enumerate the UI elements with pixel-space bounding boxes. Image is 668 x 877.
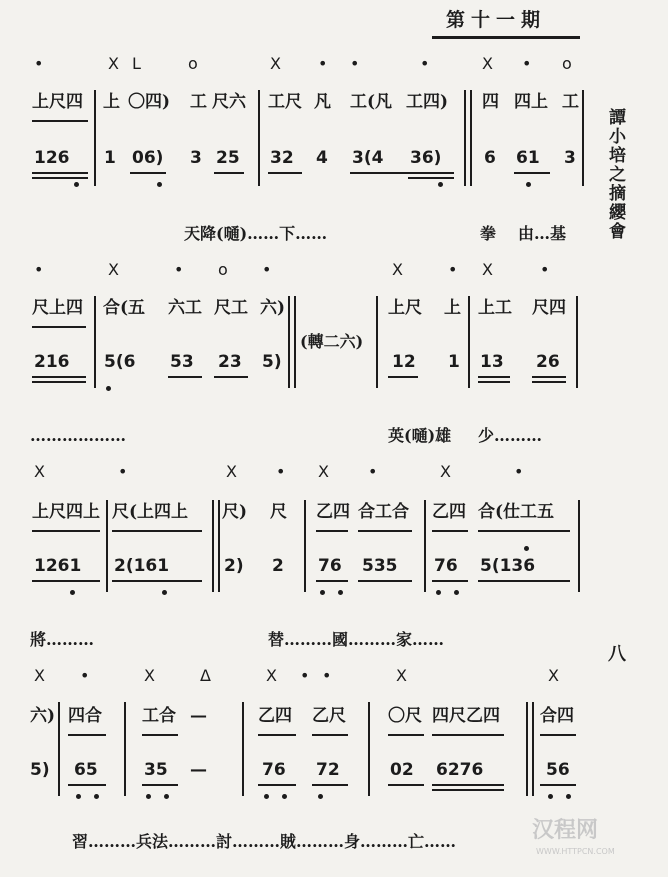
barline (94, 90, 96, 186)
numbered-note: 26 (536, 352, 560, 372)
gongche-note: 尺工 (214, 298, 248, 318)
numbered-note: 53 (170, 352, 194, 372)
underline (142, 734, 178, 736)
beat-mark: • (318, 54, 328, 73)
underline (312, 734, 348, 736)
octave-dot (264, 794, 269, 799)
issue-header: 第十一期 (446, 9, 547, 31)
underline (432, 784, 504, 786)
barline (464, 90, 466, 186)
underline (316, 530, 348, 532)
barline (576, 296, 578, 388)
gongche-note: 四上 (514, 92, 548, 112)
numbered-note: 23 (218, 352, 242, 372)
numbered-note: 76 (434, 556, 458, 576)
numbered-note: 1261 (34, 556, 82, 576)
gongche-note: 合四 (540, 706, 574, 726)
octave-dot (76, 794, 81, 799)
underline (432, 530, 468, 532)
octave-dot (94, 794, 99, 799)
octave-dot (566, 794, 571, 799)
beat-mark: • (514, 462, 524, 481)
underline (540, 784, 576, 786)
underline (316, 580, 348, 582)
barline (424, 500, 426, 592)
numbered-note: 1 (104, 148, 116, 168)
beat-mark: • (118, 462, 128, 481)
beat-mark: • (420, 54, 430, 73)
underline (32, 530, 100, 532)
underline (478, 376, 510, 378)
underline (142, 784, 178, 786)
modulation-note: (轉二六) (300, 332, 364, 351)
numbered-note: 76 (318, 556, 342, 576)
beat-mark: • (522, 54, 532, 73)
barline (58, 702, 60, 796)
lyric-text: 由…基 (518, 224, 567, 243)
gongche-note: 尺六 (212, 92, 246, 112)
gongche-note: 合(五 (103, 298, 146, 318)
numbered-note: 56 (546, 760, 570, 780)
gongche-note: 尺上四 (32, 298, 83, 318)
beat-mark: • (448, 260, 458, 279)
beat-mark: X (318, 462, 329, 481)
underline (432, 580, 468, 582)
beat-mark: X (108, 54, 119, 73)
underline (32, 326, 86, 328)
lyric-text: 天降(嗵)……下…… (184, 224, 328, 243)
lyric-text: ……………… (30, 426, 126, 445)
numbered-note: 6 (484, 148, 496, 168)
underline (408, 177, 454, 179)
numbered-note: 61 (516, 148, 540, 168)
underline (514, 172, 550, 174)
gongche-note: 工尺 (268, 92, 302, 112)
gongche-note: 合(仕工五 (478, 502, 555, 522)
underline (32, 177, 88, 179)
underline (532, 381, 566, 383)
octave-dot (106, 386, 111, 391)
beat-mark: X (392, 260, 403, 279)
underline (32, 172, 88, 174)
underline (388, 376, 418, 378)
beat-mark: X (144, 666, 155, 685)
octave-dot (338, 590, 343, 595)
watermark-logo: 汉程网 (532, 818, 599, 843)
gongche-note: 六) (260, 298, 286, 318)
octave-dot (282, 794, 287, 799)
numbered-note: 3 (190, 148, 202, 168)
underline (258, 734, 296, 736)
numbered-note: 76 (262, 760, 286, 780)
octave-dot (320, 590, 325, 595)
barline (304, 500, 306, 592)
numbered-note: 13 (480, 352, 504, 372)
numbered-note: 1 (448, 352, 460, 372)
beat-mark: X (482, 260, 493, 279)
gongche-note: 六) (30, 706, 56, 726)
numbered-note: 02 (390, 760, 414, 780)
underline (214, 172, 244, 174)
underline (532, 376, 566, 378)
barline (258, 90, 260, 186)
barline (106, 500, 108, 592)
barline (470, 90, 472, 186)
gongche-note: 〇四) (128, 92, 171, 112)
underline (312, 784, 348, 786)
numbered-note: 216 (34, 352, 70, 372)
numbered-note: 06) (132, 148, 164, 168)
beat-mark: • (34, 54, 44, 73)
barline (294, 296, 296, 388)
octave-dot (70, 590, 75, 595)
numbered-note: 2(161 (114, 556, 170, 576)
gongche-note: 尺 (270, 502, 287, 522)
beat-mark: • (350, 54, 360, 73)
beat-mark: • (262, 260, 272, 279)
numbered-note: 5(136 (480, 556, 536, 576)
beat-mark: X (266, 666, 277, 685)
barline (532, 702, 534, 796)
beat-mark: • (174, 260, 184, 279)
gongche-note: 合工合 (358, 502, 409, 522)
numbered-note: 4 (316, 148, 328, 168)
beat-mark: X (440, 462, 451, 481)
beat-mark: o (218, 260, 228, 279)
underline (112, 530, 202, 532)
gongche-note: 上 (103, 92, 120, 112)
underline (432, 789, 504, 791)
barline (368, 702, 370, 796)
barline (526, 702, 528, 796)
underline (68, 784, 106, 786)
beat-mark: Δ (200, 666, 211, 685)
underline (268, 172, 302, 174)
lyric-text: 將……… (30, 630, 95, 649)
gongche-note: 上 (444, 298, 461, 318)
underline (32, 120, 88, 122)
octave-dot (524, 546, 529, 551)
beat-mark: X (396, 666, 407, 685)
numbered-note: 36) (410, 148, 442, 168)
gongche-note: 乙四 (258, 706, 292, 726)
beat-mark: • (540, 260, 550, 279)
beat-mark: • (300, 666, 310, 685)
barline (578, 500, 580, 592)
numbered-note: 12 (392, 352, 416, 372)
underline (68, 734, 106, 736)
underline (432, 734, 504, 736)
numbered-note: 3(4 (352, 148, 384, 168)
beat-mark: • (276, 462, 286, 481)
numbered-note: 32 (270, 148, 294, 168)
page-number: 八 (608, 644, 626, 665)
side-title: 譚小培之摘纓會 (605, 108, 625, 241)
gongche-note: 工合 (142, 706, 176, 726)
barline (288, 296, 290, 388)
beat-mark: • (80, 666, 90, 685)
octave-dot (164, 794, 169, 799)
gongche-note: 上尺四 (32, 92, 83, 112)
lyric-text: 習………兵法………討………賊………身………亡…… (72, 832, 457, 851)
numbered-note: 2 (272, 556, 284, 576)
numbered-note: 5) (30, 760, 50, 780)
numbered-note: 2) (224, 556, 244, 576)
underline (168, 376, 202, 378)
barline (212, 500, 214, 592)
lyric-text: 英(嗵)雄 (388, 426, 452, 445)
gongche-note: — (190, 706, 207, 726)
gongche-note: 尺(上四上 (112, 502, 189, 522)
underline (130, 172, 166, 174)
gongche-note: 四尺乙四 (432, 706, 500, 726)
beat-mark: • (34, 260, 44, 279)
numbered-note: 25 (216, 148, 240, 168)
gongche-note: 尺四 (532, 298, 566, 318)
underline (478, 580, 570, 582)
beat-mark: X (34, 462, 45, 481)
barline (242, 702, 244, 796)
gongche-note: 乙四 (432, 502, 466, 522)
numbered-note: — (190, 760, 207, 780)
underline (214, 376, 248, 378)
octave-dot (146, 794, 151, 799)
numbered-note: 126 (34, 148, 70, 168)
barline (582, 90, 584, 186)
beat-mark: X (108, 260, 119, 279)
numbered-note: 35 (144, 760, 168, 780)
octave-dot (526, 182, 531, 187)
numbered-note: 535 (362, 556, 398, 576)
underline (388, 784, 424, 786)
beat-mark: L (132, 54, 141, 73)
beat-mark: X (270, 54, 281, 73)
beat-mark: • (322, 666, 332, 685)
octave-dot (436, 590, 441, 595)
underline (388, 734, 424, 736)
octave-dot (454, 590, 459, 595)
underline (478, 530, 570, 532)
numbered-note: 6276 (436, 760, 484, 780)
barline (94, 296, 96, 388)
gongche-note: 乙尺 (312, 706, 346, 726)
underline (32, 376, 86, 378)
header-rule (432, 36, 580, 39)
lyric-text: 替………國………家…… (268, 630, 445, 649)
underline (358, 580, 412, 582)
barline (218, 500, 220, 592)
gongche-note: 乙四 (316, 502, 350, 522)
beat-mark: o (188, 54, 198, 73)
barline (124, 702, 126, 796)
gongche-note: 凡 (314, 92, 331, 112)
barline (376, 296, 378, 388)
beat-mark: X (482, 54, 493, 73)
underline (32, 580, 100, 582)
numbered-note: 5(6 (104, 352, 136, 372)
gongche-note: 工四) (406, 92, 449, 112)
beat-mark: • (368, 462, 378, 481)
gongche-note: 四 (482, 92, 499, 112)
lyric-text: 少……… (478, 426, 543, 445)
octave-dot (157, 182, 162, 187)
watermark-url: WWW.HTTPCN.COM (536, 847, 615, 856)
octave-dot (162, 590, 167, 595)
gongche-note: 工(凡 (350, 92, 393, 112)
beat-mark: X (548, 666, 559, 685)
beat-mark: X (226, 462, 237, 481)
numbered-note: 72 (316, 760, 340, 780)
numbered-note: 65 (74, 760, 98, 780)
gongche-note: 〇尺 (388, 706, 422, 726)
gongche-note: 上工 (478, 298, 512, 318)
gongche-note: 上尺 (388, 298, 422, 318)
gongche-note: 四合 (68, 706, 102, 726)
underline (112, 580, 202, 582)
numbered-note: 5) (262, 352, 282, 372)
octave-dot (548, 794, 553, 799)
underline (478, 381, 510, 383)
underline (358, 530, 412, 532)
beat-mark: X (34, 666, 45, 685)
octave-dot (318, 794, 323, 799)
underline (32, 381, 86, 383)
gongche-note: 工 (190, 92, 207, 112)
underline (350, 172, 454, 174)
gongche-note: 工 (562, 92, 579, 112)
gongche-note: 六工 (168, 298, 202, 318)
underline (258, 784, 296, 786)
lyric-text: 拳 (480, 224, 497, 243)
octave-dot (74, 182, 79, 187)
gongche-note: 上尺四上 (32, 502, 100, 522)
octave-dot (438, 182, 443, 187)
beat-mark: o (562, 54, 572, 73)
underline (540, 734, 576, 736)
gongche-note: 尺) (222, 502, 248, 522)
numbered-note: 3 (564, 148, 576, 168)
barline (468, 296, 470, 388)
